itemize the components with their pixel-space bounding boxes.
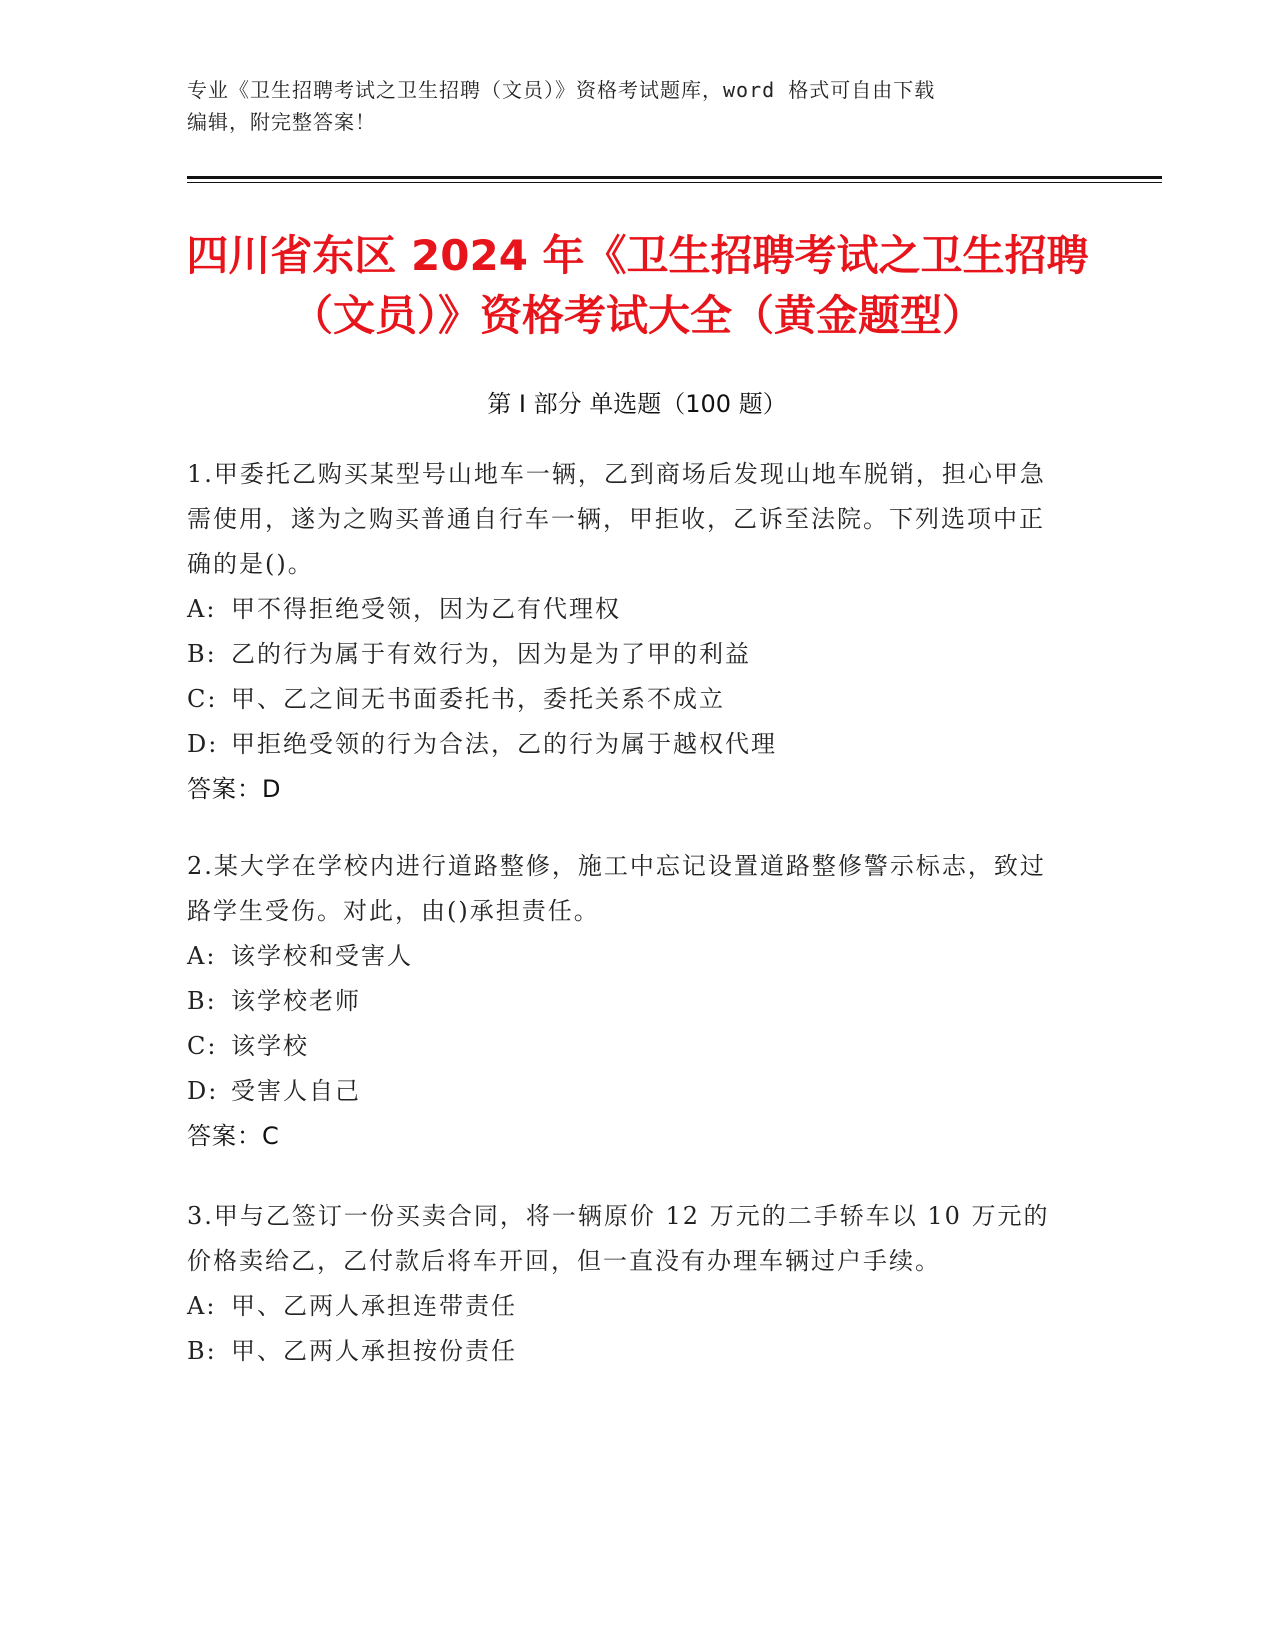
option-a xyxy=(187,587,1067,632)
option-key: B: xyxy=(187,1337,217,1365)
option-a xyxy=(187,934,1067,979)
header-note-line-2: 编辑，附完整答案！ xyxy=(187,110,376,134)
option-text: 受害人自己 xyxy=(231,1077,361,1105)
option-b xyxy=(187,632,1067,677)
option-b xyxy=(187,979,1067,1024)
option-key: B: xyxy=(187,987,217,1015)
option-text: 甲、乙之间无书面委托书，委托关系不成立 xyxy=(231,685,725,713)
header-divider-thick xyxy=(187,176,1162,179)
option-text: 该学校和受害人 xyxy=(231,942,413,970)
option-text: 甲、乙两人承担按份责任 xyxy=(231,1337,517,1365)
option-key: D: xyxy=(187,1077,219,1105)
question-stem: 3.甲与乙签订一份买卖合同，将一辆原价 12 万元的二手轿车以 10 万元的价格卖给乙，乙付款后将车开回，但一直没有办理车辆过户手续。 xyxy=(187,1202,1050,1275)
option-b xyxy=(187,1329,1067,1374)
option-d xyxy=(187,1069,1067,1114)
question-stem: 1.甲委托乙购买某型号山地车一辆，乙到商场后发现山地车脱销，担心甲急需使用，遂为之购买普通自行车一辆，甲拒收，乙诉至法院。下列选项中正确的是()。 xyxy=(187,460,1046,578)
option-text: 该学校老师 xyxy=(231,987,361,1015)
answer-line: 答案：C xyxy=(187,1122,280,1150)
option-c xyxy=(187,1024,1067,1069)
option-key: C: xyxy=(187,685,218,713)
option-key: A: xyxy=(187,595,217,623)
question-3 xyxy=(187,1194,1067,1374)
option-key: C: xyxy=(187,1032,218,1060)
question-2 xyxy=(187,844,1067,1159)
option-d xyxy=(187,722,1067,767)
option-key: A: xyxy=(187,942,217,970)
option-text: 甲不得拒绝受领，因为乙有代理权 xyxy=(231,595,621,623)
option-key: B: xyxy=(187,640,217,668)
option-c xyxy=(187,677,1067,722)
option-text: 乙的行为属于有效行为，因为是为了甲的利益 xyxy=(231,640,751,668)
header-divider-thin xyxy=(187,182,1162,183)
question-stem: 2.某大学在学校内进行道路整修，施工中忘记设置道路整修警示标志，致过路学生受伤。对此，由()承担责任。 xyxy=(187,852,1046,925)
question-1 xyxy=(187,452,1067,812)
option-text: 该学校 xyxy=(231,1032,309,1060)
answer-line: 答案：D xyxy=(187,775,282,803)
header-note-line-1: 专业《卫生招聘考试之卫生招聘（文员）》资格考试题库，word 格式可自由下载 xyxy=(187,78,936,102)
option-text: 甲拒绝受领的行为合法，乙的行为属于越权代理 xyxy=(231,730,777,758)
option-a xyxy=(187,1284,1067,1329)
header-note xyxy=(187,74,1087,138)
option-text: 甲、乙两人承担连带责任 xyxy=(231,1292,517,1320)
section-title: 第 I 部分 单选题（100 题） xyxy=(487,390,787,418)
option-key: A: xyxy=(187,1292,217,1320)
option-key: D: xyxy=(187,730,219,758)
document-title: 四川省东区 2024 年《卫生招聘考试之卫生招聘（文员）》资格考试大全（黄金题型） xyxy=(186,231,1089,340)
